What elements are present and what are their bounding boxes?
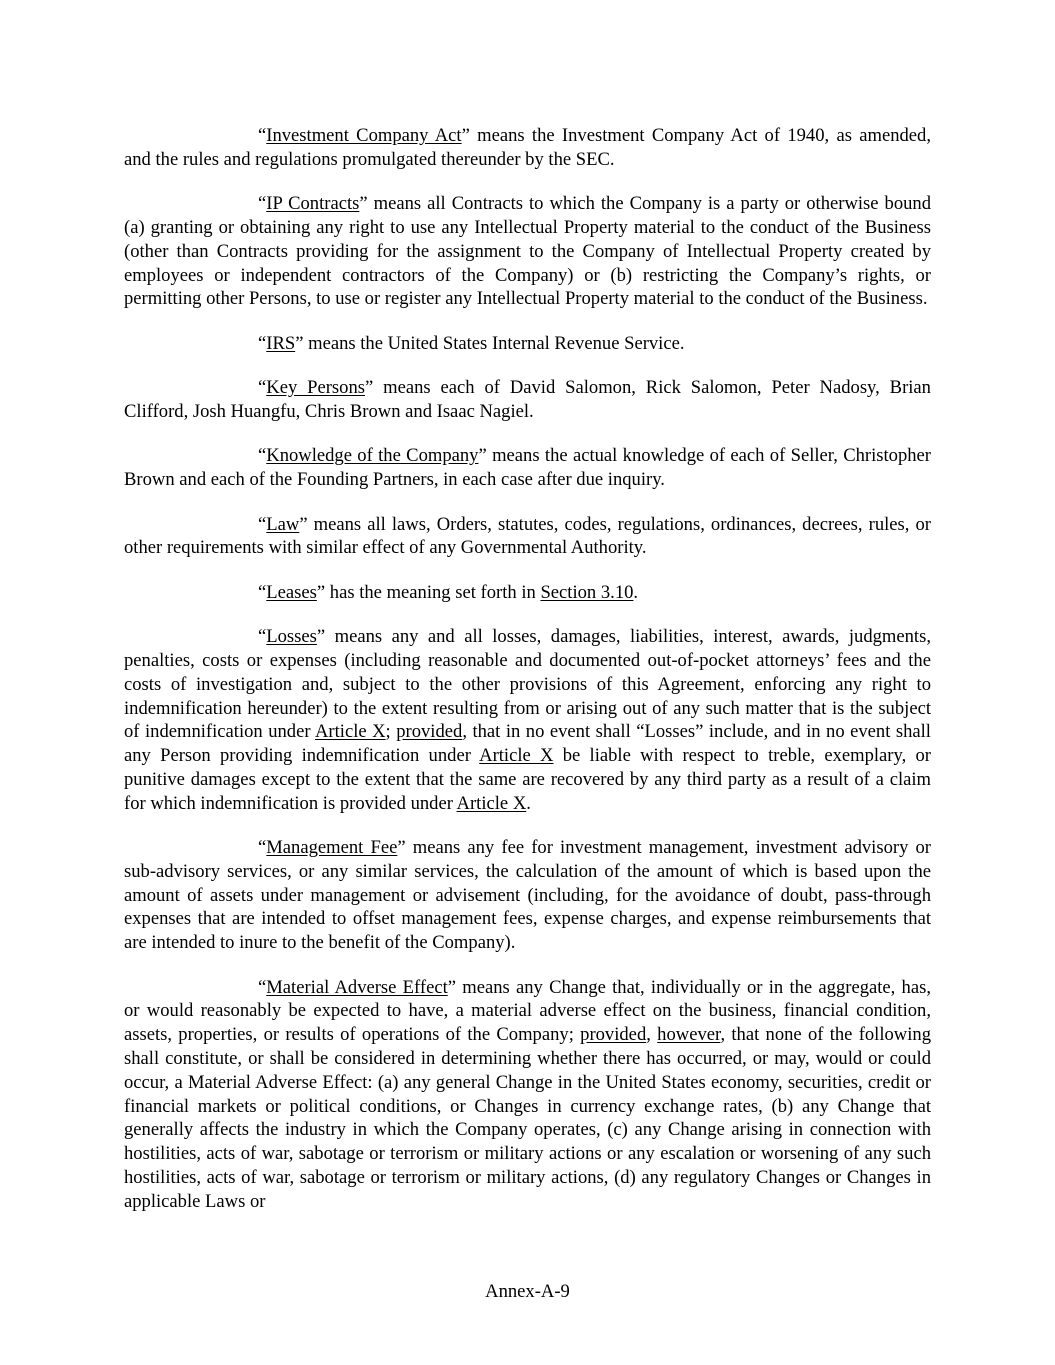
proviso-term: provided	[580, 1024, 647, 1046]
definition-paragraph: “IRS” means the United States Internal Revenue Service.	[258, 332, 685, 354]
definition-text: means any fee for investment management, investment advisory or sub-advisory services, or any similar services, the calculation of the amount of which is based upon the amount of assets under management or advisement (including, for the avoidance of doubt, pass-through expenses that are intended to offset management fees, expense charges, and expense reimbursements that are intended to inure to the benefit of the Company).	[124, 837, 931, 954]
defined-term: Investment Company Act	[266, 125, 462, 146]
page-number: Annex-A-9	[485, 1281, 570, 1302]
definition-paragraph: “Losses” means any and all losses, damages, liabilities, interest, awards, judgments, penalties, costs or expenses (including reasonable and documented out-of-pocket attorneys’ fees and the costs of investigation and, subject to the other provisions of this Agreement, enforcing any right to indemnification hereunder) to the extent resulting from or arising out of any such matter that is the subject of indemnification under Article X; provided, that in no event shall “Losses” include, and in no event shall any Person providing indemnification under Article X be liable with respect to treble, exemplary, or punitive damages except to the extent that the same are recovered by any third party as a result of a claim for which indemnification is provided under Article X.	[124, 626, 931, 814]
definition-paragraph: “IP Contracts” means all Contracts to which the Company is a party or otherwise bound (a) granting or obtaining any right to use any Intellectual Property material to the conduct of the Business (other than Contracts providing for the assignment to the Company of Intellectual Property created by employees or independent contractors of the Company) or (b) restricting the Company’s rights, or permitting other Persons, to use or register any Intellectual Property material to the conduct of the Business.	[124, 193, 932, 310]
defined-term: Knowledge of the Company	[266, 445, 479, 467]
defined-term: Material Adverse Effect	[266, 976, 448, 998]
definition-text: , that none of the following shall constitute, or shall be considered in determining whether there has occurred, or may, would or could occur, a Material Adverse Effect: (a) any general Change in the United States economy, securities, credit or financial markets or political conditions, or Changes in currency exchange rates, (b) any Change that generally affects the industry in which the Company operates, (c) any Change arising in connection with hostilities, acts of war, sabotage or terrorism or military actions or any escalation or worsening of any such hostilities, acts of war, sabotage or terrorism or military actions, (d) any regulatory Changes or Changes in applicable Laws or	[124, 1024, 931, 1212]
definition-text: means the United States Internal Revenue Service.	[308, 332, 685, 354]
cross-reference: Article X	[479, 745, 554, 767]
definition-paragraph: “Management Fee” means any fee for investment management, investment advisory or sub-advisory services, or any similar services, the calculation of the amount of which is based upon the amount of assets under management or advisement (including, for the avoidance of doubt, pass-through expenses that are intended to offset management fees, expense charges, and expense reimbursements that are intended to inure to the benefit of the Company).	[124, 837, 931, 954]
definition-text: means any and all losses, damages, liabilities, interest, awards, judgments, penalties, costs or expenses (including reasonable and documented out-of-pocket attorneys’ fees and the costs of investigation and, subject to the other provisions of this Agreement, enforcing any right to indemnification hereunder) to the extent resulting from or arising out of any such matter that is the subject of indemnification under	[124, 626, 931, 743]
defined-term: Leases	[266, 581, 317, 603]
definition-text: means all laws, Orders, statutes, codes, regulations, ordinances, decrees, rules, or other requirements with similar effect of any Governmental Authority.	[124, 513, 932, 559]
definition-text: means the Investment Company Act of 1940, as amended, and the rules and regulations promulgated thereunder by the SEC.	[124, 125, 931, 170]
definition-text: .	[526, 792, 531, 814]
proviso-term: provided	[396, 721, 463, 743]
definition-text: be liable with respect to treble, exemplary, or punitive damages except to the extent that the same are recovered by any third party as a result of a claim for which indemnification is provided under	[124, 745, 931, 814]
definition-paragraph: “Investment Company Act” means the Investment Company Act of 1940, as amended, and the rules and regulations promulgated thereunder by the SEC.	[124, 125, 931, 170]
cross-reference: Article X	[315, 721, 386, 743]
definition-text: .	[633, 581, 639, 603]
definition-text: means the actual knowledge of each of Seller, Christopher Brown and each of the Founding Partners, in each case after due inquiry.	[124, 445, 932, 491]
definition-text: has the meaning set forth in	[329, 581, 541, 603]
defined-term: Key Persons	[266, 377, 365, 399]
definition-text: ;	[385, 721, 397, 743]
definition-paragraph: “Leases” has the meaning set forth in Section 3.10.	[258, 581, 639, 603]
definition-paragraph: “Law” means all laws, Orders, statutes, codes, regulations, ordinances, decrees, rules, or other requirements with similar effect of any Governmental Authority.	[124, 513, 932, 559]
definition-paragraph: “Key Persons” means each of David Salomon, Rick Salomon, Peter Nadosy, Brian Clifford, Josh Huangfu, Chris Brown and Isaac Nagiel.	[124, 377, 931, 422]
page-footer	[0, 1280, 1055, 1304]
cross-reference: Article X	[456, 792, 527, 814]
definition-text: means each of David Salomon, Rick Salomon, Peter Nadosy, Brian Clifford, Josh Huangfu, Chris Brown and Isaac Nagiel.	[124, 377, 931, 422]
definition-text: , that in no event shall “Losses” include, and in no event shall any Person providing indemnification under	[124, 721, 931, 767]
cross-reference: Section 3.10	[540, 581, 634, 603]
definition-paragraph: “Knowledge of the Company” means the actual knowledge of each of Seller, Christopher Brown and each of the Founding Partners, in each case after due inquiry.	[124, 445, 932, 491]
defined-term: IRS	[266, 332, 296, 354]
proviso-term: however	[657, 1024, 721, 1046]
definition-text: ,	[646, 1024, 658, 1046]
definition-paragraph: “Material Adverse Effect” means any Change that, individually or in the aggregate, has, or would reasonably be expected to have, a material adverse effect on the business, financial condition, assets, properties, or results of operations of the Company; provided, however, that none of the following shall constitute, or shall be considered in determining whether there has occurred, or may, would or could occur, a Material Adverse Effect: (a) any general Change in the United States economy, securities, credit or financial markets or political conditions, or Changes in currency exchange rates, (b) any Change that generally affects the industry in which the Company operates, (c) any Change arising in connection with hostilities, acts of war, sabotage or terrorism or military actions or any escalation or worsening of any such hostilities, acts of war, sabotage or terrorism or military actions, (d) any regulatory Changes or Changes in applicable Laws or	[124, 976, 931, 1212]
definition-text: means any Change that, individually or in the aggregate, has, or would reasonably be expected to have, a material adverse effect on the business, financial condition, assets, properties, or results of operations of the Company;	[124, 976, 931, 1046]
defined-term: Losses	[266, 626, 317, 648]
defined-term: Management Fee	[266, 837, 398, 859]
defined-term: Law	[266, 513, 300, 535]
defined-term: IP Contracts	[266, 193, 360, 215]
definition-text: means all Contracts to which the Company is a party or otherwise bound (a) granting or obtaining any right to use any Intellectual Property material to the conduct of the Business (other than Contracts providing for the assignment to the Company of Intellectual Property created by employees or independent contractors of the Company) or (b) restricting the Company’s rights, or permitting other Persons, to use or register any Intellectual Property material to the conduct of the Business.	[124, 193, 932, 310]
document-body	[124, 124, 931, 1234]
